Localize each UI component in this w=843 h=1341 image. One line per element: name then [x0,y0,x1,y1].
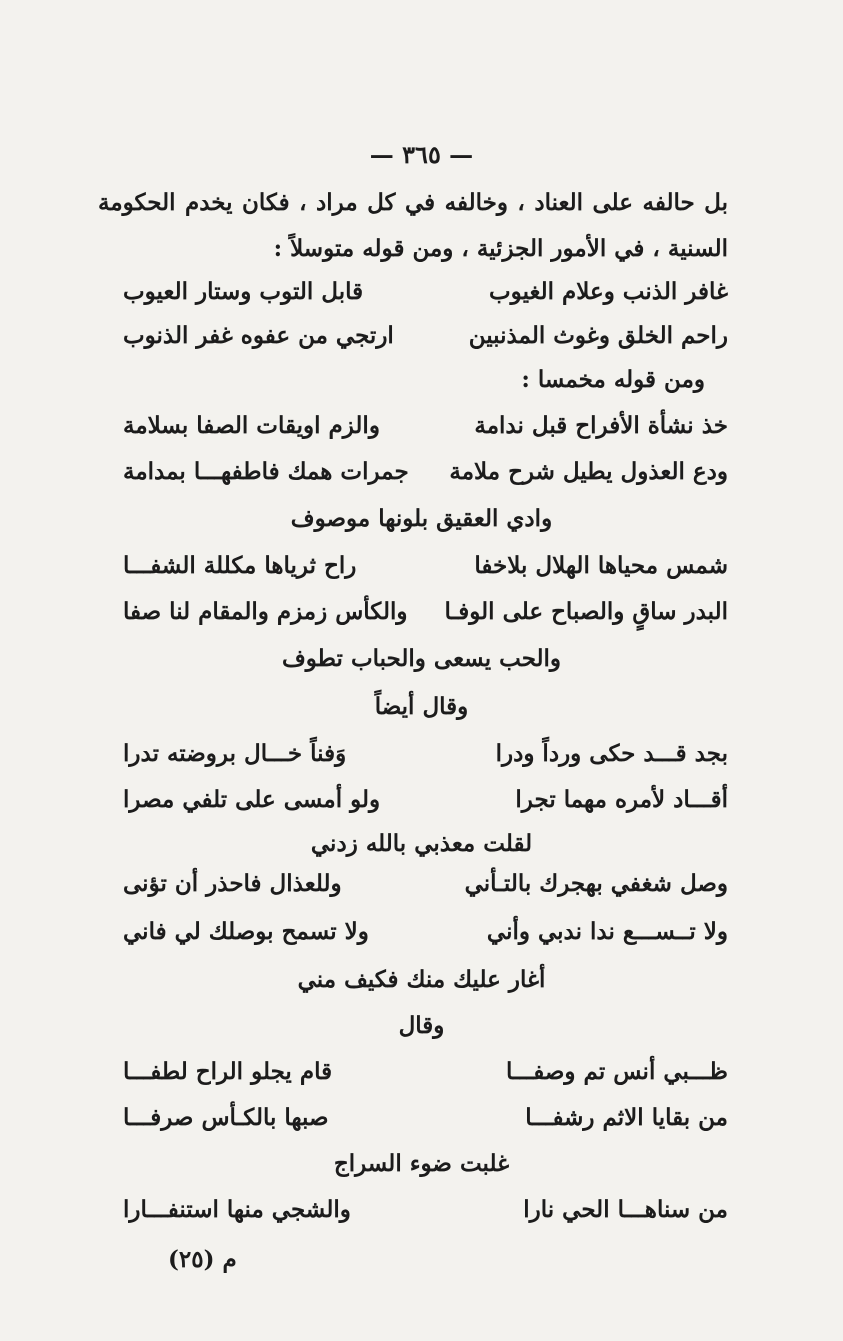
verse-hemistich-left: والكأس زمزم والمقام لنا صفا [123,598,408,625]
verse-line [123,598,728,638]
verse-hemistich-left: ولو أمسى على تلفي مصرا [123,786,381,813]
verse-line [123,1196,728,1236]
verse-hemistich-right: ظـــبي أنس تم وصفـــا [506,1058,728,1085]
verse-line [123,278,728,318]
verse-hemistich-right: من بقايا الاثم رشفـــا [525,1104,728,1131]
stanza-refrain: والحب يسعى والحباب تطوف [281,645,562,672]
intro-line: ومن قوله مخمسا : [521,366,705,393]
verse-hemistich-left: جمرات همك فاطفهـــا بمدامة [123,458,409,485]
verse-line [123,552,728,592]
verse-hemistich-right: ودع العذول يطيل شرح ملامة [449,458,728,485]
stanza-refrain: غلبت ضوء السراج [333,1150,510,1177]
verse-line [123,786,728,826]
section-heading: وقال [398,1012,445,1039]
verse-hemistich-left: قابل التوب وستار العيوب [123,278,364,305]
verse-hemistich-right: راحم الخلق وغوث المذنبين [468,322,728,349]
verse-hemistich-left: وَفناً خـــال بروضته تدرا [123,740,347,767]
verse-hemistich-right: البدر ساقٍ والصباح على الوفـا [444,598,728,625]
verse-line [123,458,728,498]
prose-paragraph: بل حالفه على العناد ، وخالفه في كل مراد ، فكان يخدم الحكومة السنية ، في الأمور الجزئية ، ومن قوله متوسلاً : [98,189,728,262]
section-heading: وقال أيضاً [374,693,469,720]
verse-line [123,918,728,958]
verse-hemistich-right: شمس محياها الهلال بلاخفا [474,552,728,579]
verse-hemistich-right: بجد قـــد حكى ورداً ودرا [495,740,728,767]
stanza-refrain: وادي العقيق بلونها موصوف [290,505,553,532]
verse-hemistich-right: خذ نشأة الأفراح قبل ندامة [474,412,728,439]
stanza-refrain: لقلت معذبي بالله زدني [310,830,533,857]
signature-mark: م (٢٥) [168,1246,237,1273]
verse-hemistich-left: والزم اويقات الصفا بسلامة [123,412,380,439]
verse-line [123,1104,728,1144]
verse-line [123,740,728,780]
verse-line [123,322,728,362]
verse-hemistich-right: وصل شغفي بهجرك بالتـأني [464,870,728,897]
verse-hemistich-left: وللعذال فاحذر أن تؤنى [123,870,342,897]
stanza-refrain: أغار عليك منك فكيف مني [297,966,546,993]
verse-line [123,1058,728,1098]
verse-hemistich-left: ولا تسمح بوصلك لي فاني [123,918,369,945]
verse-hemistich-right: غافر الذنب وعلام الغيوب [489,278,728,305]
verse-hemistich-left: صبها بالكـأس صرفـــا [123,1104,329,1131]
verse-line [123,412,728,452]
verse-hemistich-right: ولا تــســـع ندا ندبي وأني [486,918,728,945]
verse-hemistich-left: والشجي منها استنفـــارا [123,1196,351,1223]
verse-hemistich-left: راح ثرياها مكللة الشفـــا [123,552,357,579]
verse-hemistich-right: من سناهـــا الحي نارا [523,1196,728,1223]
verse-hemistich-left: ارتجي من عفوه غفر الذنوب [123,322,394,349]
verse-hemistich-right: أقـــاد لأمره مهما تجرا [515,786,728,813]
verse-hemistich-left: قام يجلو الراح لطفـــا [123,1058,333,1085]
verse-line [123,870,728,910]
page-number: — ٣٦٥ — [369,140,474,169]
